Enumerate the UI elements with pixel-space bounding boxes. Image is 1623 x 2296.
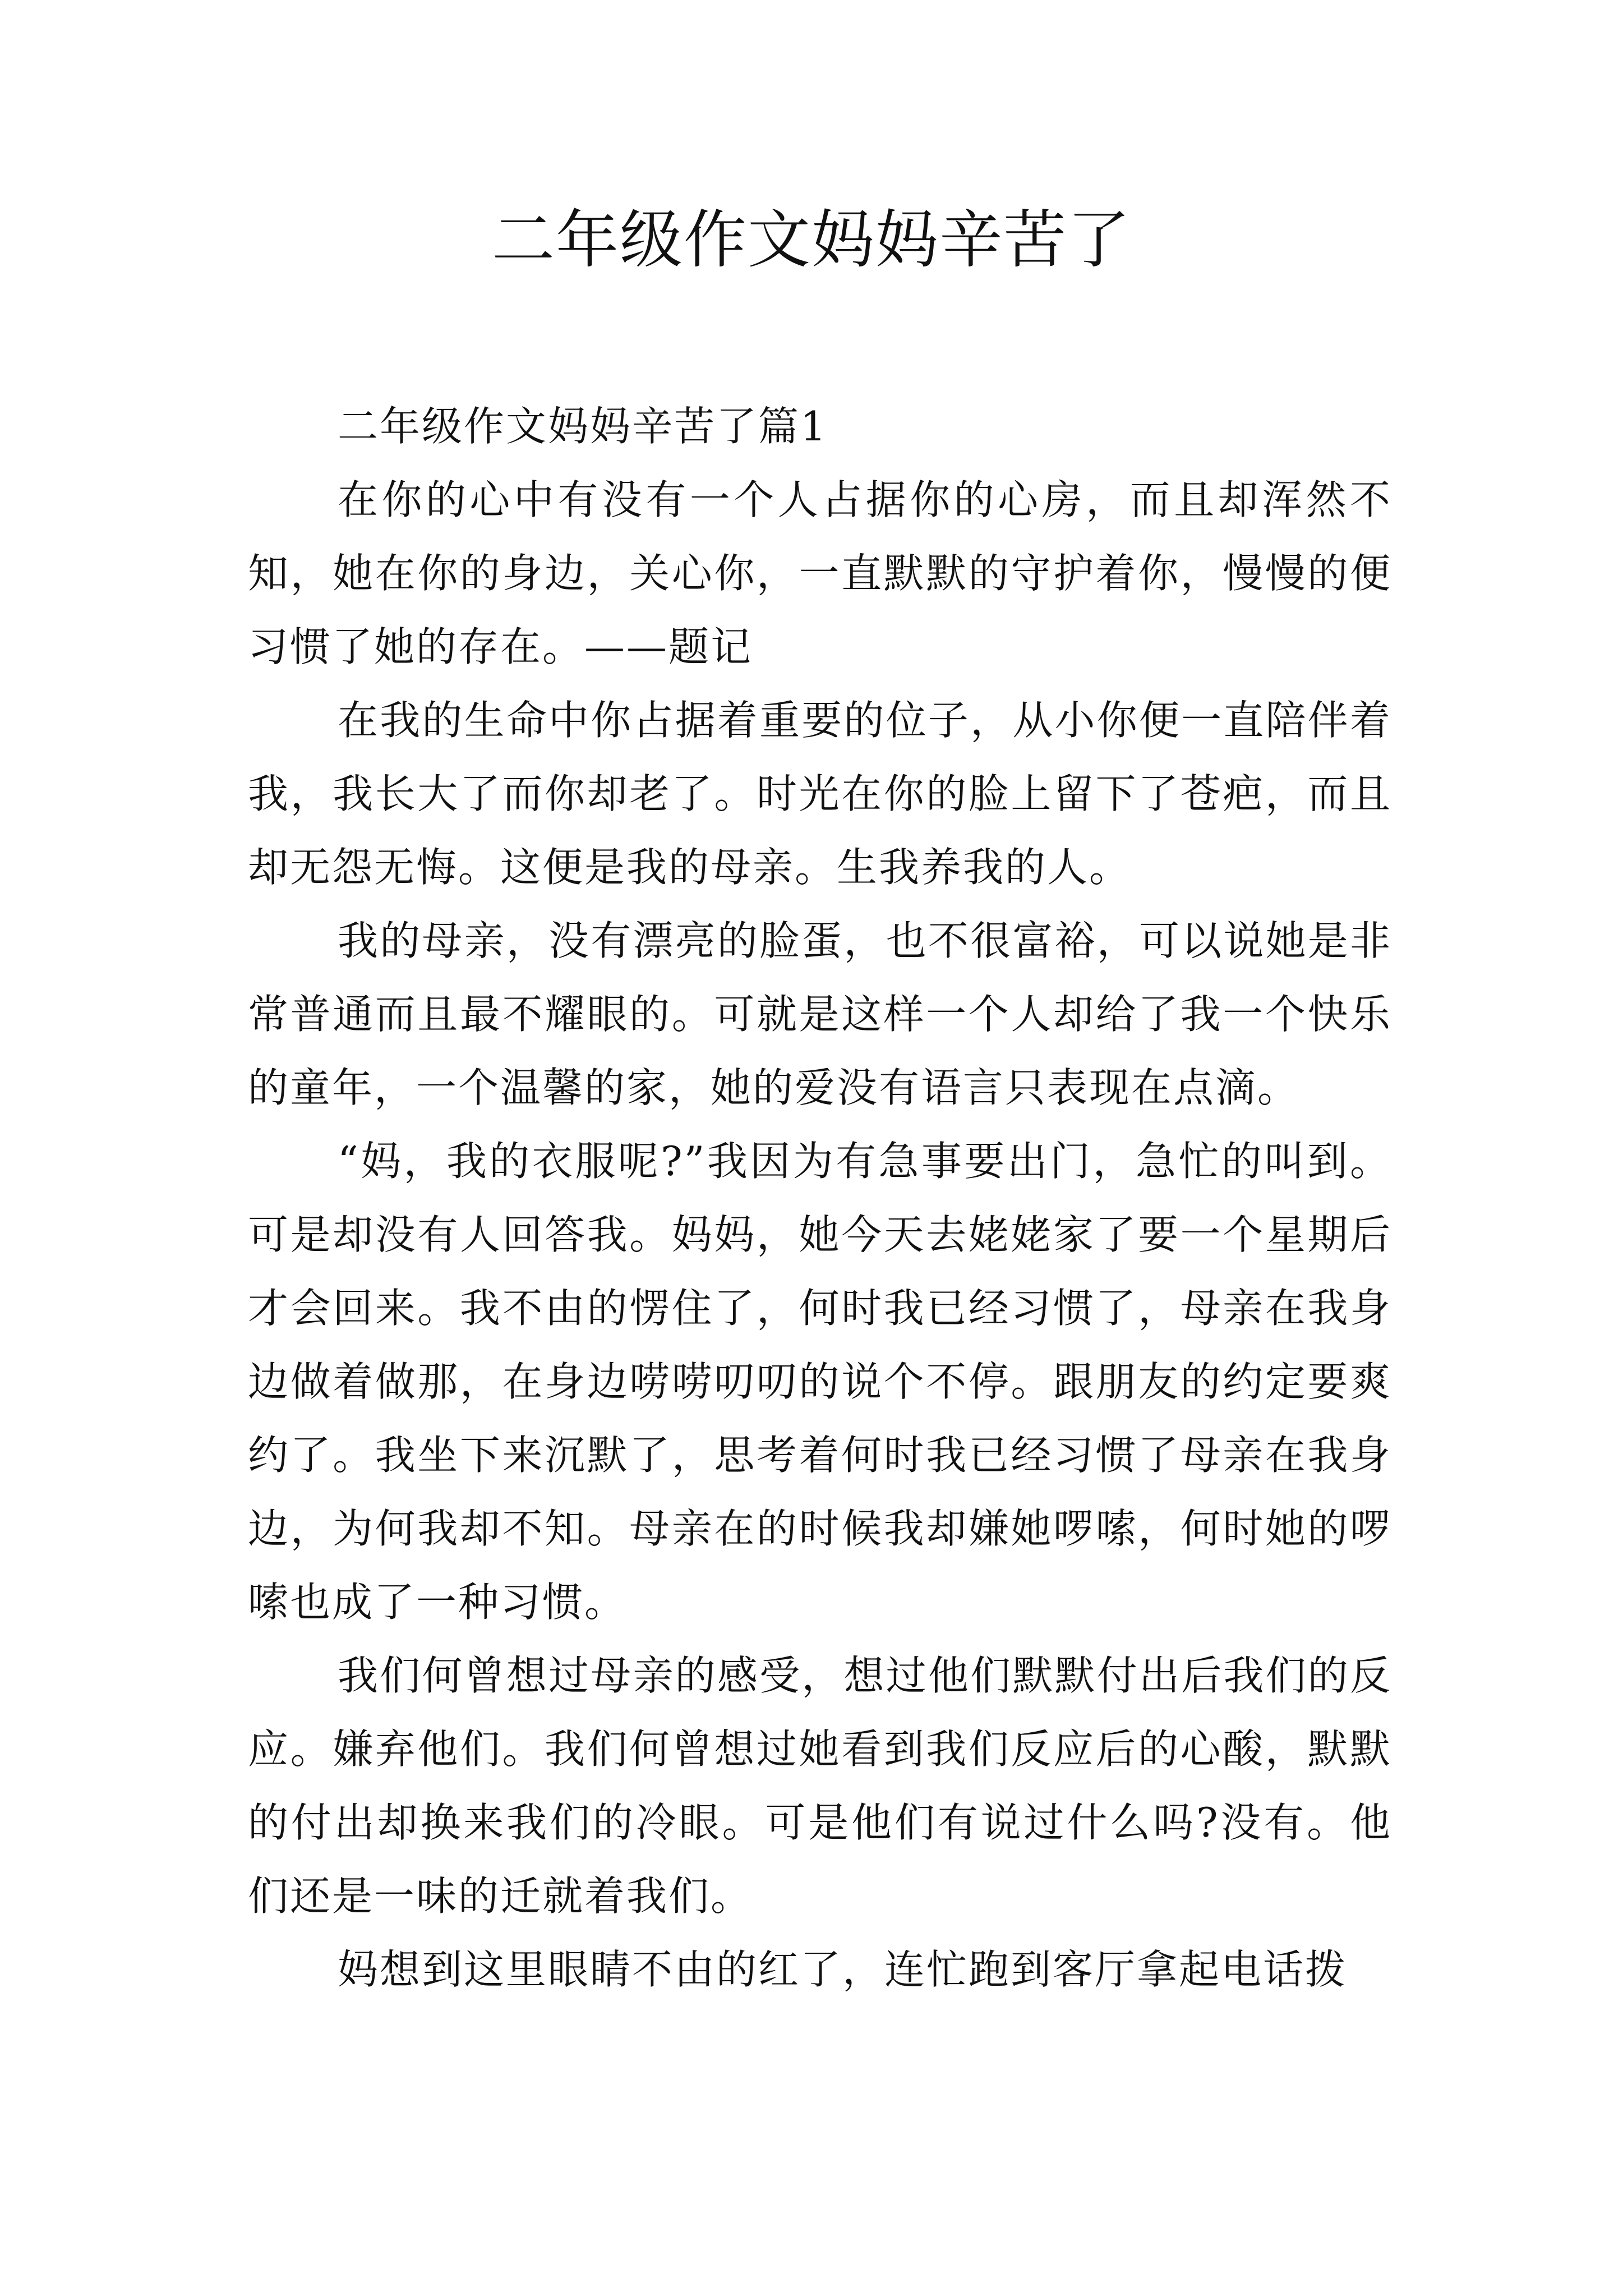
document-title: 二年级作文妈妈辛苦了 <box>492 204 1131 277</box>
paragraph: “妈，我的衣服呢?”我因为有急事要出门，急忙的叫到。可是却没有人回答我。妈妈，她今天去姥姥家了要一个星期后才会回来。我不由的愣住了，何时我已经习惯了，母亲在我身边做着做那，在身边唠唠叨叨的说个不停。跟朋友的约定要爽约了。我坐下来沉默了，思考着何时我已经习惯了母亲在我身边，为何我却不知。母亲在的时候我却嫌她啰嗦，何时她的啰嗦也成了一种习惯。 <box>248 1138 1392 1626</box>
paragraph: 在你的心中有没有一个人占据你的心房，而且却浑然不知，她在你的身边，关心你，一直默默的守护着你，慢慢的便习惯了她的存在。——题记 <box>248 476 1392 670</box>
paragraph: 我的母亲，没有漂亮的脸蛋，也不很富裕，可以说她是非常普通而且最不耀眼的。可就是这样一个人却给了我一个快乐的童年，一个温馨的家，她的爱没有语言只表现在点滴。 <box>248 917 1392 1111</box>
document-body <box>248 390 1392 2007</box>
paragraph: 在我的生命中你占据着重要的位子，从小你便一直陪伴着我，我长大了而你却老了。时光在你的脸上留下了苍疤，而且却无怨无悔。这便是我的母亲。生我养我的人。 <box>248 697 1392 891</box>
section-heading: 二年级作文妈妈辛苦了篇1 <box>338 403 828 450</box>
paragraph: 妈想到这里眼睛不由的红了，连忙跑到客厅拿起电话拨 <box>338 1946 1348 1993</box>
paragraph: 我们何曾想过母亲的感受，想过他们默默付出后我们的反应。嫌弃他们。我们何曾想过她看到我们反应后的心酸，默默的付出却换来我们的冷眼。可是他们有说过什么吗?没有。他们还是一味的迁就着我们。 <box>248 1652 1392 1920</box>
